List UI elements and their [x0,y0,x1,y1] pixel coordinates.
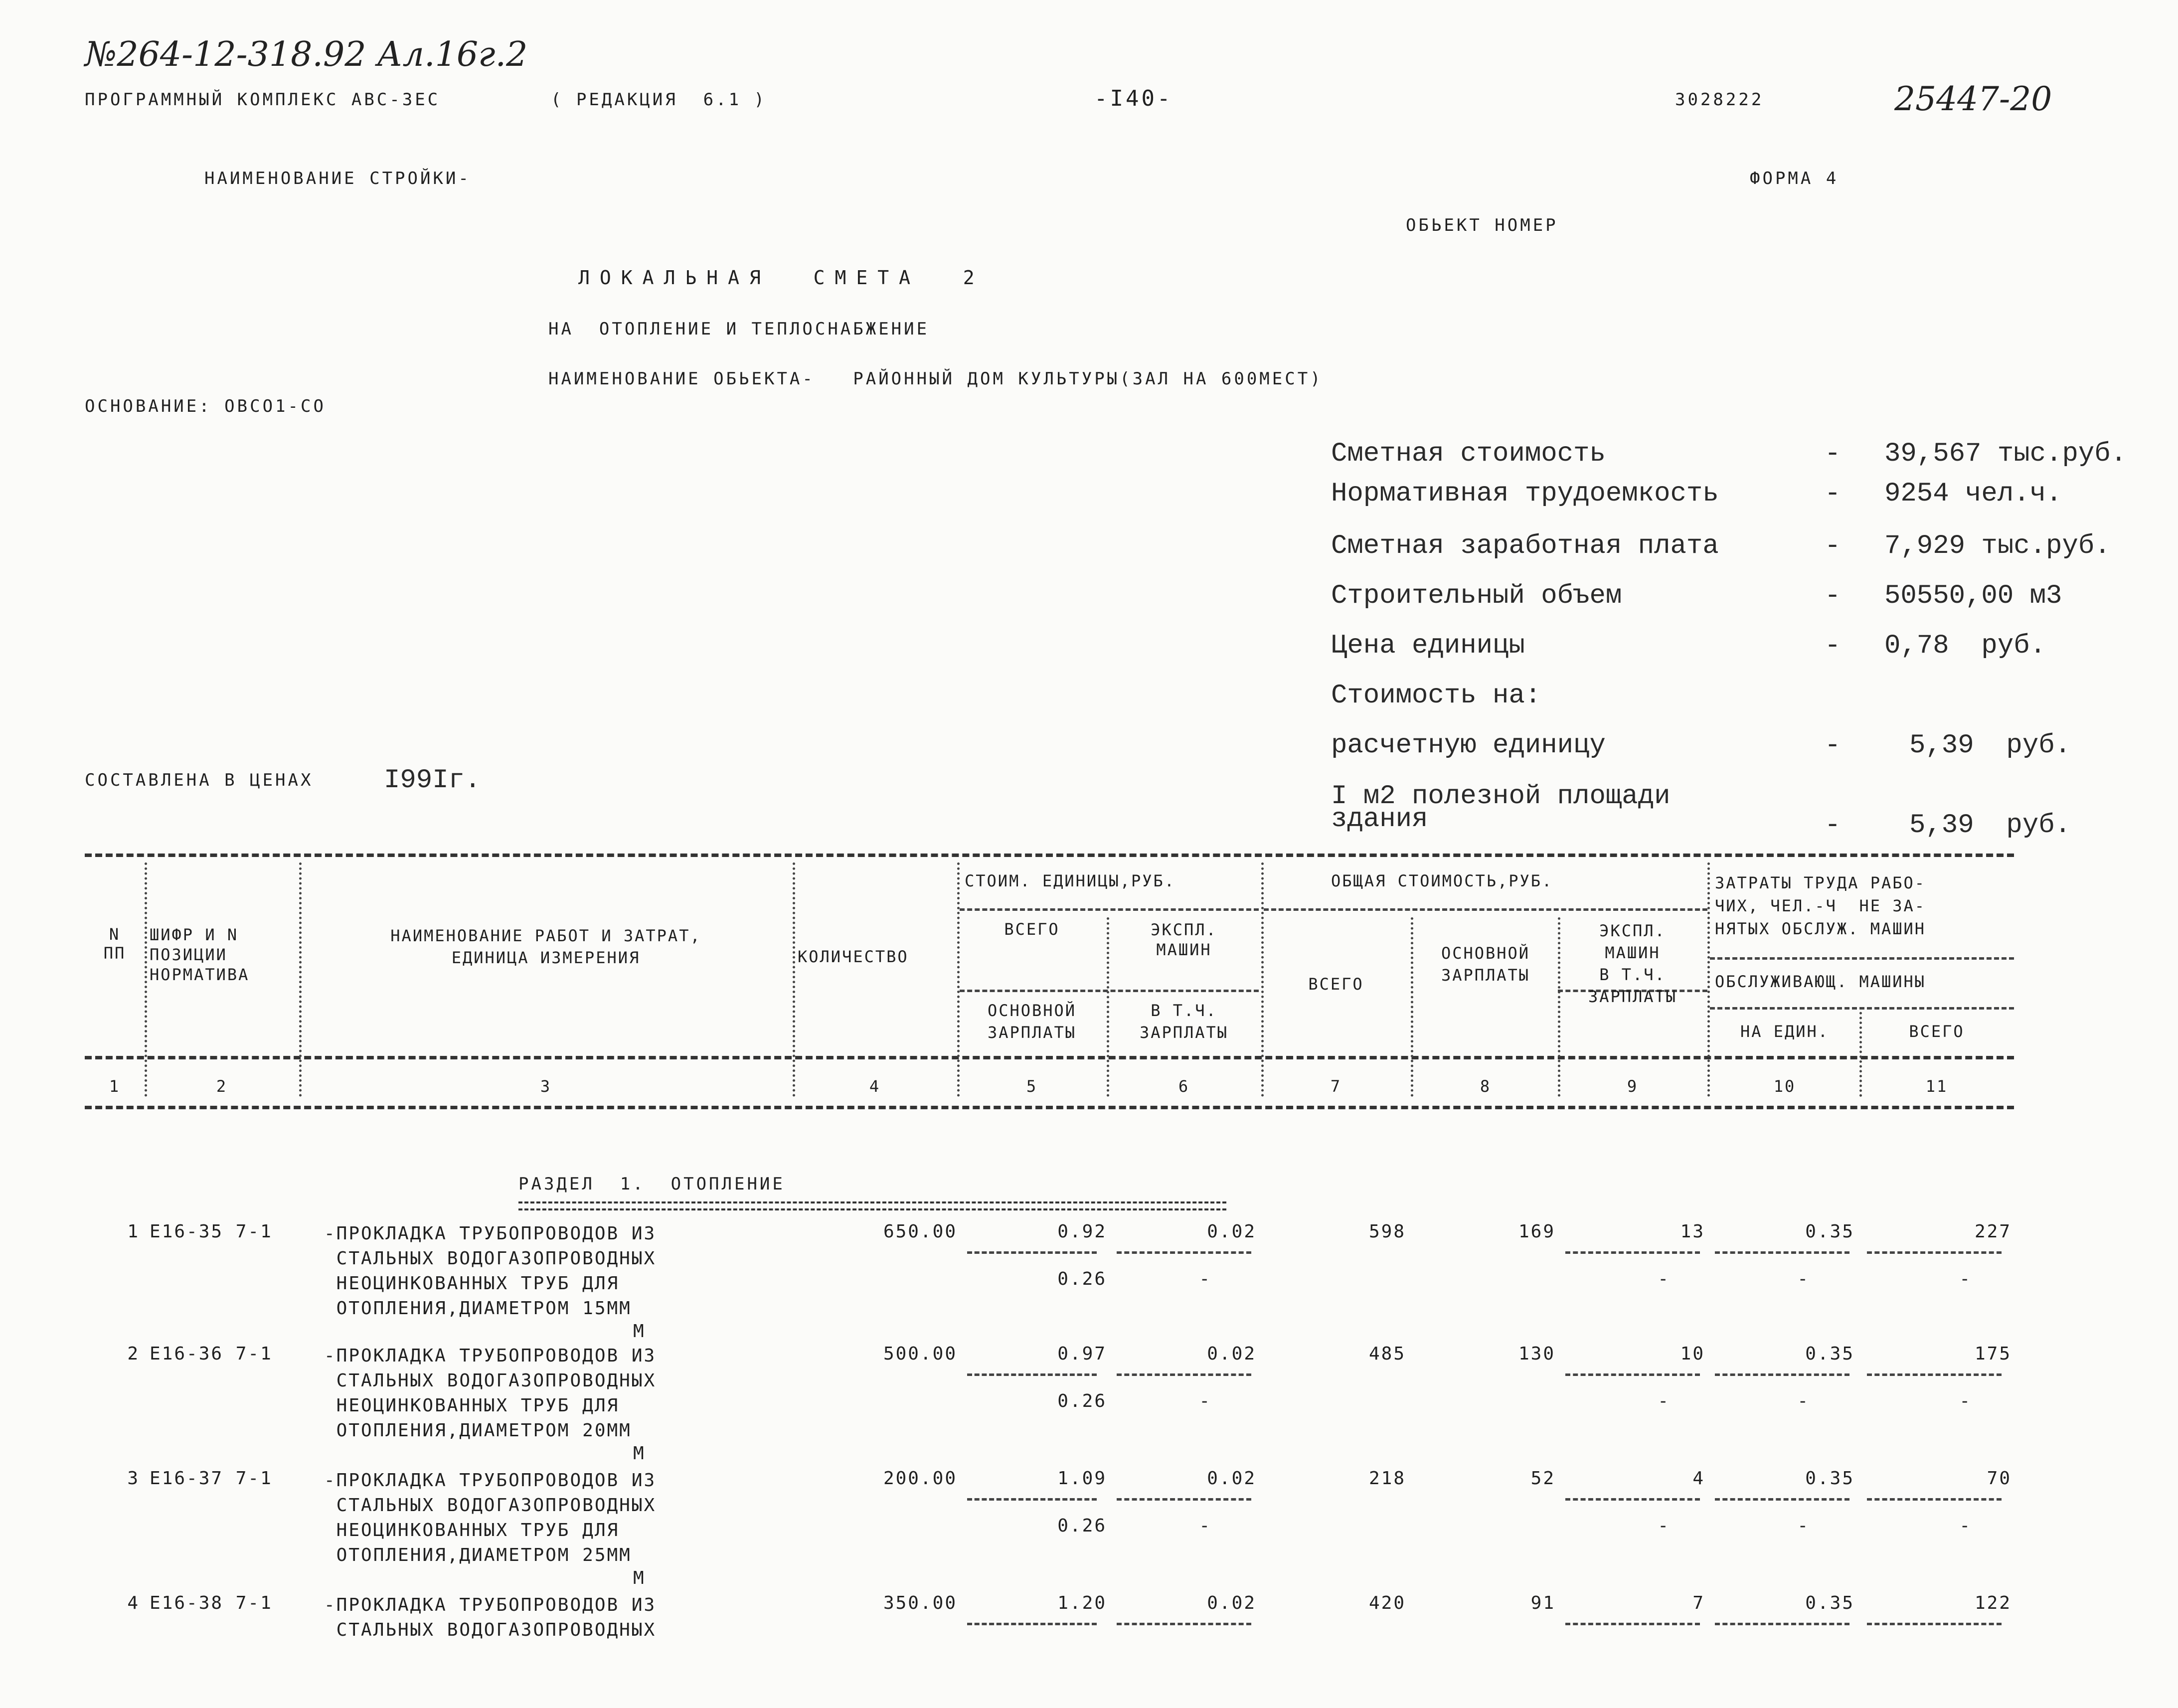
price-year: I99Iг. [384,765,481,796]
row-total: 420 [1368,1593,1406,1613]
row-qty: 350.00 [883,1593,957,1613]
row-labor-all: 70 [1987,1468,2011,1489]
header-sub-rule [1264,908,1707,911]
table-top-rule [85,854,2014,857]
summary-value: 39,567 тыс.руб. [1884,439,2127,469]
col-number: 5 [1026,1077,1038,1096]
row-expl-wage: - [1658,1269,1670,1289]
row-labor-unit-2: - [1797,1269,1810,1289]
table-row [0,1221,2178,1346]
cell-underline [1117,1498,1251,1501]
row-name: -ПРОКЛАДКА ТРУБОПРОВОДОВ ИЗ СТАЛЬНЫХ ВОДОГАЗОПРОВОДНЫХ [324,1595,657,1640]
cell-underline [1117,1623,1251,1625]
cell-underline [1867,1251,2002,1254]
col-header-11: ВСЕГО [1909,1022,1965,1041]
col-number: 3 [540,1077,552,1096]
summary-dash: - [1825,810,1841,841]
col-header-labor: ЗАТРАТЫ ТРУДА РАБО- ЧИХ, ЧЕЛ.-Ч НЕ ЗА- НЯТЫХ ОБСЛУЖ. МАШИН [1715,873,1926,938]
handwritten-corner-number: 25447-20 [1894,80,2052,118]
row-unit-machine-wage: - [1199,1391,1211,1411]
row-expl: 7 [1692,1593,1705,1613]
row-unit: М [633,1321,646,1342]
row-number: 3 [127,1468,140,1489]
row-unit-machine-wage: - [1199,1269,1211,1289]
cell-underline [1715,1498,1849,1501]
document-code: 3028222 [1675,90,1764,110]
summary-value: 9254 чел.ч. [1884,479,2062,509]
header-sub-rule [960,990,1259,992]
row-number: 1 [127,1221,140,1242]
summary-dash: - [1825,730,1841,761]
row-unit-machines: 0.02 [1207,1593,1256,1613]
header-sub-rule [1710,957,2014,960]
cell-underline [1867,1373,2002,1376]
col-header-7: ВСЕГО [1308,975,1364,994]
summary-dash: - [1825,479,1841,509]
cell-underline [1715,1623,1849,1625]
col-header-name: НАИМЕНОВАНИЕ РАБОТ И ЗАТРАТ, ЕДИНИЦА ИЗМЕРЕНИЯ [390,926,701,967]
summary-row [1331,781,2149,845]
summary-row [1331,439,2149,479]
page-subtitle: НА ОТОПЛЕНИЕ И ТЕПЛОСНАБЖЕНИЕ [548,319,930,339]
cell-underline [1867,1498,2002,1501]
col-header-qty: КОЛИЧЕСТВО [798,947,909,966]
col-header-10: НА ЕДИН. [1740,1022,1830,1041]
col-number: 6 [1178,1077,1190,1096]
table-header-rule [85,1056,2014,1059]
section-underline [518,1201,1226,1210]
row-unit-wage: 0.26 [1057,1391,1107,1411]
col-header-9: ЭКСПЛ. МАШИН В Т.Ч. ЗАРПЛАТЫ [1588,921,1677,1006]
object-number-label: ОБЬЕКТ НОМЕР [1406,215,1558,235]
header-sub-rule [960,908,1259,911]
row-unit-total: 0.97 [1057,1344,1107,1364]
cell-underline [1117,1251,1251,1254]
row-labor-all: 122 [1974,1593,2011,1613]
row-labor-all: 227 [1974,1221,2011,1242]
row-code: Е16-35 7-1 [150,1221,273,1242]
row-expl: 4 [1692,1468,1705,1489]
row-qty: 200.00 [883,1468,957,1489]
col-number: 1 [109,1077,121,1096]
cell-underline [1565,1373,1700,1376]
row-code: Е16-37 7-1 [150,1468,273,1489]
summary-dash: - [1825,439,1841,469]
row-total: 598 [1368,1221,1406,1242]
row-unit: М [633,1443,646,1464]
table-row [0,1593,2178,1653]
table-row [0,1468,2178,1593]
osnovanie: ОСНОВАНИЕ: ОВСО1-СО [85,396,326,416]
row-labor-unit-2: - [1797,1516,1810,1536]
col-number: 4 [869,1077,881,1096]
row-labor-unit-2: - [1797,1391,1810,1411]
summary-value: 5,39 руб. [1909,730,2071,761]
col-number: 10 [1773,1077,1796,1096]
program-edition: ( РЕДАКЦИЯ 6.1 ) [551,90,767,110]
row-number: 2 [127,1344,140,1364]
summary-label: расчетную единицу [1331,730,1606,761]
row-code: Е16-38 7-1 [150,1593,273,1613]
col-number: 7 [1330,1077,1342,1096]
row-expl-wage: - [1658,1516,1670,1536]
row-number: 4 [127,1593,140,1613]
row-unit-machine-wage: - [1199,1516,1211,1536]
summary-row [1331,479,2149,518]
cell-underline [1117,1373,1251,1376]
cell-underline [967,1373,1097,1376]
col-header-unit-cost: СТОИМ. ЕДИНИЦЫ,РУБ. [965,871,1176,890]
col-header-total-cost: ОБЩАЯ СТОИМОСТЬ,РУБ. [1331,871,1553,890]
row-name: -ПРОКЛАДКА ТРУБОПРОВОДОВ ИЗ СТАЛЬНЫХ ВОДОГАЗОПРОВОДНЫХ НЕОЦИНКОВАННЫХ ТРУБ ДЛЯ ОТОПЛЕНИЯ,ДИАМЕТРОМ 20ММ [324,1346,657,1441]
col-number: 9 [1627,1077,1639,1096]
cell-underline [1867,1623,2002,1625]
sostavlena-label: СОСТАВЛЕНА В ЦЕНАХ [85,770,314,790]
col-separator [1707,862,1710,1097]
object-name: НАИМЕНОВАНИЕ ОБЬЕКТА- РАЙОННЫЙ ДОМ КУЛЬТУРЫ(ЗАЛ НА 600МЕСТ) [548,369,1323,389]
cell-underline [1565,1498,1700,1501]
stroika-label: НАИМЕНОВАНИЕ СТРОЙКИ- [204,169,471,188]
row-wage: 169 [1518,1221,1555,1242]
summary-row [1331,581,2149,621]
row-labor-unit: 0.35 [1805,1221,1854,1242]
summary-value: 0,78 руб. [1884,631,2046,661]
cell-underline [1565,1623,1700,1625]
row-labor-unit: 0.35 [1805,1593,1854,1613]
row-labor-all-2: - [1959,1391,1972,1411]
col-separator [299,862,302,1097]
forma-label: ФОРМА 4 [1750,169,1839,188]
summary-row [1331,531,2149,571]
row-name: -ПРОКЛАДКА ТРУБОПРОВОДОВ ИЗ СТАЛЬНЫХ ВОДОГАЗОПРОВОДНЫХ НЕОЦИНКОВАННЫХ ТРУБ ДЛЯ ОТОПЛЕНИЯ,ДИАМЕТРОМ 15ММ [324,1223,657,1319]
cell-underline [1565,1251,1700,1254]
cell-underline [967,1251,1097,1254]
row-expl-wage: - [1658,1391,1670,1411]
row-unit-machines: 0.02 [1207,1344,1256,1364]
row-unit: М [633,1568,646,1588]
row-unit-machines: 0.02 [1207,1468,1256,1489]
col-number: 11 [1925,1077,1948,1096]
col-header-code: ШИФР И N ПОЗИЦИИ НОРМАТИВА [150,925,250,984]
row-unit-wage: 0.26 [1057,1269,1107,1289]
row-wage: 91 [1530,1593,1555,1613]
col-header-labor-sub: ОБСЛУЖИВАЮЩ. МАШИНЫ [1715,972,1926,991]
row-expl: 10 [1680,1344,1705,1364]
row-qty: 500.00 [883,1344,957,1364]
col-header-8: ОСНОВНОЙ ЗАРПЛАТЫ [1441,944,1530,985]
col-header-5b: ОСНОВНОЙ ЗАРПЛАТЫ [987,1001,1077,1042]
row-total: 218 [1368,1468,1406,1489]
summary-label: Цена единицы [1331,631,1525,661]
col-number: 2 [216,1077,228,1096]
col-number: 8 [1480,1077,1492,1096]
summary-value: 7,929 тыс.руб. [1884,531,2111,561]
row-labor-unit: 0.35 [1805,1468,1854,1489]
cell-underline [967,1623,1097,1625]
summary-row [1331,631,2149,671]
row-labor-all-2: - [1959,1516,1972,1536]
summary-label: Строительный объем [1331,581,1622,611]
summary-value: 50550,00 м3 [1884,581,2062,611]
table-row [0,1344,2178,1468]
row-unit-total: 0.92 [1057,1221,1107,1242]
row-qty: 650.00 [883,1221,957,1242]
summary-label: Нормативная трудоемкость [1331,479,1719,509]
summary-value: 5,39 руб. [1909,810,2071,841]
summary-label: Стоимость на: [1331,681,1541,711]
summary-label: Сметная стоимость [1331,439,1606,469]
col-header-6b: В Т.Ч. ЗАРПЛАТЫ [1139,1001,1229,1042]
col-header-5a: ВСЕГО [1004,920,1060,939]
row-code: Е16-36 7-1 [150,1344,273,1364]
row-labor-all: 175 [1974,1344,2011,1364]
col-header-n: N ПП [103,925,126,963]
cell-underline [967,1498,1097,1501]
col-separator [793,862,795,1097]
table-numbers-rule [85,1106,2014,1109]
row-labor-all-2: - [1959,1269,1972,1289]
cell-underline [1715,1251,1849,1254]
row-expl: 13 [1680,1221,1705,1242]
col-separator [957,862,960,1097]
col-header-6a: ЭКСПЛ. МАШИН [1151,920,1217,959]
row-labor-unit: 0.35 [1805,1344,1854,1364]
summary-row [1331,730,2149,770]
row-unit-total: 1.09 [1057,1468,1107,1489]
row-wage: 52 [1530,1468,1555,1489]
handwritten-doc-number: №264-12-318.92 Ал.16г.2 [85,35,528,74]
page-number: -I40- [1094,86,1173,111]
summary-dash: - [1825,581,1841,611]
summary-label: I м2 полезной площади здания [1331,781,1671,835]
summary-dash: - [1825,631,1841,661]
summary-label: Сметная заработная плата [1331,531,1719,561]
row-unit-total: 1.20 [1057,1593,1107,1613]
row-unit-wage: 0.26 [1057,1516,1107,1536]
row-wage: 130 [1518,1344,1555,1364]
summary-dash: - [1825,531,1841,561]
row-name: -ПРОКЛАДКА ТРУБОПРОВОДОВ ИЗ СТАЛЬНЫХ ВОДОГАЗОПРОВОДНЫХ НЕОЦИНКОВАННЫХ ТРУБ ДЛЯ ОТОПЛЕНИЯ,ДИАМЕТРОМ 25ММ [324,1470,657,1565]
row-total: 485 [1368,1344,1406,1364]
program-name: ПРОГРАММНЫЙ КОМПЛЕКС АВС-3ЕС [85,90,441,110]
cell-underline [1715,1373,1849,1376]
summary-row [1331,681,2149,720]
header-sub-rule [1710,1007,2014,1010]
section-title: РАЗДЕЛ 1. ОТОПЛЕНИЕ [518,1174,785,1194]
row-unit-machines: 0.02 [1207,1221,1256,1242]
page-title: ЛОКАЛЬНАЯ СМЕТА 2 [578,267,985,289]
col-separator [145,862,147,1097]
